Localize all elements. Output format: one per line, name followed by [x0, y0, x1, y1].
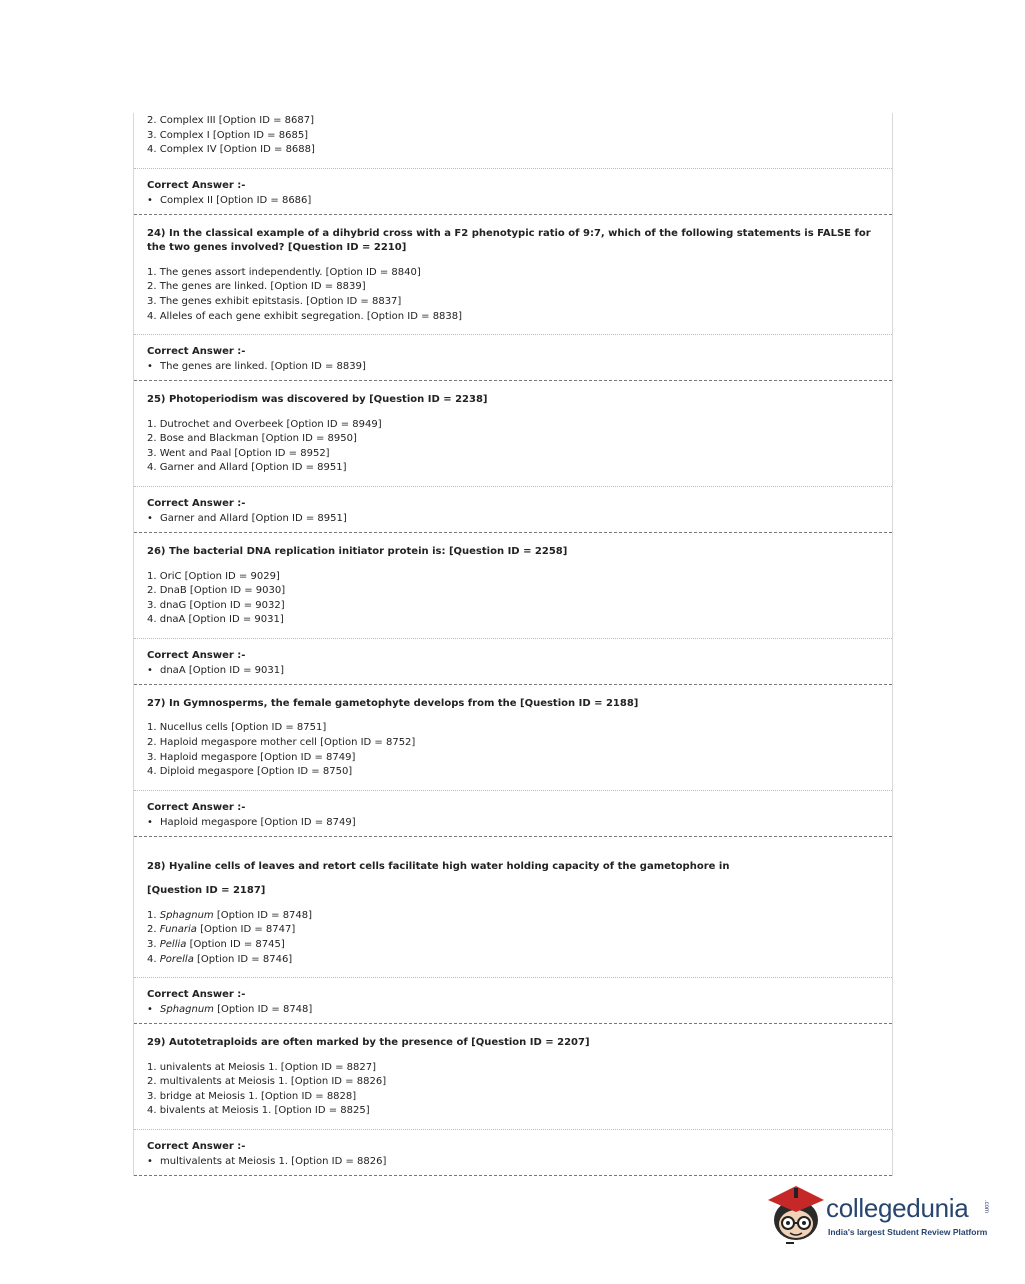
option: 1. Sphagnum [Option ID = 8748] [147, 909, 313, 921]
option: 2. Funaria [Option ID = 8747] [147, 924, 296, 936]
question-24 [133, 215, 892, 381]
option: 4. Complex IV [Option ID = 8688] [147, 144, 315, 156]
question-24-options [134, 256, 892, 334]
option: 3. Haploid megaspore [Option ID = 8749] [147, 751, 356, 763]
question-sheet [133, 113, 893, 1176]
option: 2. The genes are linked. [Option ID = 8839] [147, 281, 366, 293]
correct-answer-label: Correct Answer :- [147, 1141, 246, 1153]
question-28-answer [134, 977, 892, 1024]
option: 3. Went and Paal [Option ID = 8952] [147, 447, 330, 459]
correct-answer-label: Correct Answer :- [147, 498, 246, 510]
correct-answer: • Garner and Allard [Option ID = 8951] [147, 513, 347, 525]
correct-answer-label: Correct Answer :- [147, 346, 246, 358]
question-title: 26) The bacterial DNA replication initiator protein is: [Question ID = 2258] [147, 546, 568, 558]
question-29 [133, 1024, 892, 1176]
correct-answer-label: Correct Answer :- [147, 801, 246, 813]
question-23 [133, 113, 892, 215]
option: 1. Nucellus cells [Option ID = 8751] [147, 722, 327, 734]
correct-answer: • Complex II [Option ID = 8686] [147, 194, 312, 206]
question-title: 24) In the classical example of a dihybrid cross with a F2 phenotypic ratio of 9:7, which of the following statements is FALSE for the two genes involved? [Question ID = 2210] [147, 227, 871, 254]
option: 4. Alleles of each gene exhibit segregation. [Option ID = 8838] [147, 310, 463, 322]
option: 3. dnaG [Option ID = 9032] [147, 599, 285, 611]
brand-tld: .com [983, 1200, 989, 1214]
option: 2. Bose and Blackman [Option ID = 8950] [147, 433, 357, 445]
correct-answer: • The genes are linked. [Option ID = 8839] [147, 361, 366, 373]
correct-answer: • multivalents at Meiosis 1. [Option ID = 8826] [147, 1156, 387, 1168]
question-28 [133, 837, 892, 1024]
option: 2. multivalents at Meiosis 1. [Option ID = 8826] [147, 1076, 387, 1088]
question-28-options [134, 899, 892, 977]
question-25 [133, 381, 892, 533]
question-27-options [134, 711, 892, 789]
option: 3. Pellia [Option ID = 8745] [147, 938, 285, 950]
option: 4. Garner and Allard [Option ID = 8951] [147, 462, 347, 474]
question-29-answer [134, 1129, 892, 1176]
question-25-answer [134, 486, 892, 533]
option: 2. Haploid megaspore mother cell [Option ID = 8752] [147, 737, 416, 748]
option: 2. DnaB [Option ID = 9030] [147, 585, 286, 597]
brand-name: collegedunia [826, 1193, 969, 1223]
option: 2. Complex III [Option ID = 8687] [147, 115, 314, 126]
bullet-icon: • [147, 1004, 153, 1016]
bullet-icon: • [147, 664, 153, 676]
option: 4. Porella [Option ID = 8746] [147, 953, 293, 965]
option: 4. Diploid megaspore [Option ID = 8750] [147, 766, 353, 778]
question-26-answer [134, 638, 892, 685]
question-27 [133, 685, 892, 837]
question-23-answer [134, 168, 892, 215]
bullet-icon: • [147, 194, 153, 206]
correct-answer: • Sphagnum [Option ID = 8748] [147, 1004, 313, 1016]
question-title: 27) In Gymnosperms, the female gametophyte develops from the [Question ID = 2188] [147, 697, 639, 709]
option: 3. bridge at Meiosis 1. [Option ID = 8828] [147, 1090, 357, 1102]
question-title: 25) Photoperiodism was discovered by [Question ID = 2238] [147, 394, 488, 406]
option: 4. dnaA [Option ID = 9031] [147, 614, 284, 626]
question-24-answer [134, 334, 892, 381]
correct-answer-label: Correct Answer :- [147, 989, 246, 1001]
bullet-icon: • [147, 513, 153, 525]
question-title-line2: [Question ID = 2187] [147, 885, 266, 897]
option: 3. Complex I [Option ID = 8685] [147, 129, 309, 141]
option: 3. The genes exhibit epitstasis. [Option ID = 8837] [147, 295, 402, 307]
bullet-icon: • [147, 816, 153, 828]
question-title: 28) Hyaline cells of leaves and retort cells facilitate high water holding capacity of the gametophore in [147, 860, 730, 872]
option: 1. OriC [Option ID = 9029] [147, 570, 280, 582]
option: 4. bivalents at Meiosis 1. [Option ID = 8825] [147, 1105, 370, 1117]
question-26 [133, 533, 892, 685]
correct-answer-label: Correct Answer :- [147, 649, 246, 661]
question-25-options [134, 408, 892, 486]
question-title: 29) Autotetraploids are often marked by the presence of [Question ID = 2207] [147, 1037, 590, 1049]
bullet-icon: • [147, 361, 153, 373]
bullet-icon: • [147, 1156, 153, 1168]
correct-answer: • dnaA [Option ID = 9031] [147, 664, 285, 676]
question-27-answer [134, 790, 892, 837]
option: 1. The genes assort independently. [Option ID = 8840] [147, 266, 421, 278]
option: 1. Dutrochet and Overbeek [Option ID = 8949] [147, 418, 382, 430]
correct-answer-label: Correct Answer :- [147, 179, 246, 191]
question-23-options [134, 113, 892, 168]
correct-answer: • Haploid megaspore [Option ID = 8749] [147, 816, 356, 828]
question-26-options [134, 560, 892, 638]
question-29-options [134, 1051, 892, 1129]
brand-tagline: India's largest Student Review Platform [828, 1227, 988, 1237]
option: 1. univalents at Meiosis 1. [Option ID = 8827] [147, 1061, 376, 1073]
